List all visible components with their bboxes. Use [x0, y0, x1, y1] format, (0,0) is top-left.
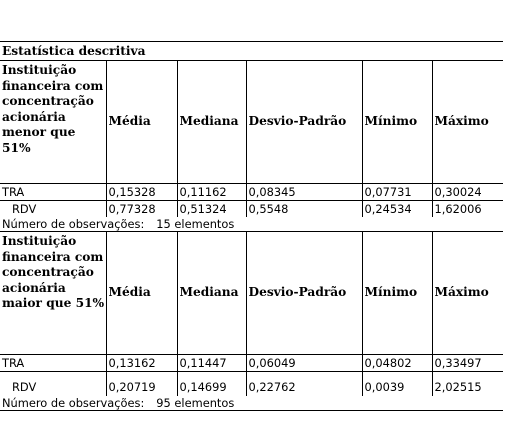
- column-header-min: Mínimo: [362, 61, 432, 184]
- cell-max: 0,33497: [432, 355, 503, 372]
- cell-mean: 0,15328: [106, 184, 177, 201]
- cell-mean: 0,13162: [106, 355, 177, 372]
- observations-label: Número de observações:: [2, 396, 145, 410]
- group-2-observations-row: [0, 396, 503, 411]
- column-header-mean: Média: [106, 232, 177, 355]
- row-name: RDV: [12, 202, 37, 216]
- column-header-median: Mediana: [177, 61, 246, 184]
- row-name: TRA: [2, 356, 25, 370]
- group-1-observations-row: [0, 217, 503, 232]
- group-2-label: Instituição financeira com concentração acionária maior que 51%: [2, 234, 105, 311]
- cell-min: 0,07731: [362, 184, 432, 201]
- cell-median: 0,11162: [177, 184, 246, 201]
- cell-std-dev: 0,5548: [246, 201, 362, 218]
- observations-count: 95 elementos: [156, 396, 235, 410]
- cell-std-dev: 0,06049: [246, 355, 362, 372]
- cell-mean: 0,77328: [106, 201, 177, 218]
- table-title: Estatística descritiva: [0, 42, 503, 61]
- row-name: RDV: [12, 380, 37, 394]
- column-header-std-dev: Desvio-Padrão: [246, 61, 362, 184]
- observations-label: Número de observações:: [2, 217, 145, 231]
- table-title-row: [0, 42, 503, 61]
- column-header-mean: Média: [106, 61, 177, 184]
- cell-max: 0,30024: [432, 184, 503, 201]
- column-header-min: Mínimo: [362, 232, 432, 355]
- table-row: [0, 372, 503, 397]
- column-header-median: Mediana: [177, 232, 246, 355]
- statistics-page: [0, 41, 503, 411]
- group-2-header-row: [0, 232, 503, 355]
- cell-max: 1,62006: [432, 201, 503, 218]
- row-name: TRA: [2, 185, 25, 199]
- cell-max: 2,02515: [432, 372, 503, 397]
- table-row: [0, 184, 503, 201]
- column-header-max: Máximo: [432, 61, 503, 184]
- cell-std-dev: 0,22762: [246, 372, 362, 397]
- group-1-label: Instituição financeira com concentração acionária menor que 51%: [2, 63, 104, 155]
- cell-min: 0,24534: [362, 201, 432, 218]
- column-header-max: Máximo: [432, 232, 503, 355]
- cell-std-dev: 0,08345: [246, 184, 362, 201]
- observations-count: 15 elementos: [156, 217, 235, 231]
- cell-median: 0,11447: [177, 355, 246, 372]
- cell-median: 0,14699: [177, 372, 246, 397]
- observations-note: [0, 217, 503, 232]
- descriptive-statistics-table: [0, 41, 503, 411]
- observations-note: [0, 396, 503, 411]
- table-row: [0, 355, 503, 372]
- group-1-header-row: [0, 61, 503, 184]
- cell-min: 0,04802: [362, 355, 432, 372]
- cell-mean: 0,20719: [106, 372, 177, 397]
- cell-min: 0,0039: [362, 372, 432, 397]
- column-header-std-dev: Desvio-Padrão: [246, 232, 362, 355]
- table-row: [0, 201, 503, 218]
- cell-median: 0,51324: [177, 201, 246, 218]
